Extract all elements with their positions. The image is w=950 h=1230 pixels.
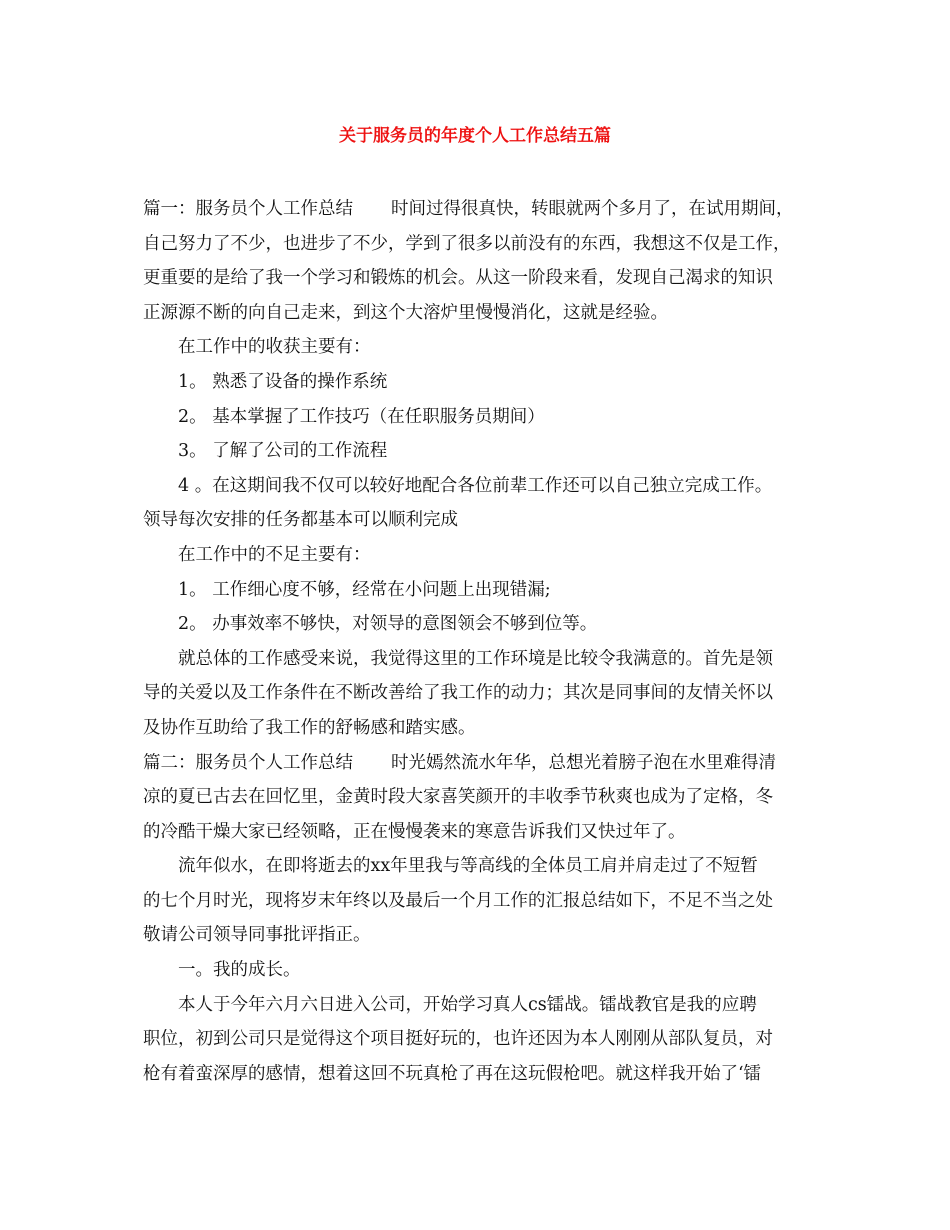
text-line: 枪有着蛮深厚的感情，想着这回不玩真枪了再在这玩假枪吧。就这样我开始了‘镭 [143, 1063, 762, 1084]
list-item: 2。 办事效率不够快，对领导的意图领会不够到位等。 [178, 614, 598, 635]
text-line [143, 746, 818, 781]
list-item: 4 。在这期间我不仅可以较好地配合各位前辈工作还可以自己独立完成工作。 [178, 475, 773, 496]
list-item: 3。 了解了公司的工作流程 [178, 441, 388, 462]
text-line: 敬请公司领导同事批评指正。 [143, 925, 371, 946]
text-line: 及协作互助给了我工作的舒畅感和踏实感。 [143, 717, 476, 738]
document-body [143, 192, 818, 1091]
text-line [143, 192, 818, 227]
text-line: 正源源不断的向自己走来，到这个大溶炉里慢慢消化，这就是经验。 [143, 302, 668, 323]
text-line: 就总体的工作感受来说，我觉得这里的工作环境是比较令我满意的。首先是领 [178, 648, 773, 669]
text-line: 本人于今年六月六日进入公司，开始学习真人cs镭战。镭战教官是我的应聘 [178, 994, 757, 1015]
text-line: 职位，初到公司只是觉得这个项目挺好玩的，也许还因为本人刚刚从部队复员，对 [143, 1029, 773, 1050]
text-line: 领导每次安排的任务都基本可以顺利完成 [143, 510, 458, 531]
document-title: 关于服务员的年度个人工作总结五篇 [339, 126, 611, 146]
text-line: 流年似水，在即将逝去的xx年里我与等高线的全体员工肩并肩走过了不短暂 [178, 856, 758, 877]
list-item: 1。 熟悉了设备的操作系统 [178, 371, 388, 392]
paragraph-text: 时间过得很真快，转眼就两个多月了，在试用期间， [391, 199, 794, 219]
text-line: 凉的夏已古去在回忆里，金黄时段大家喜笑颜开的丰收季节秋爽也成为了定格，冬 [143, 787, 773, 808]
text-line: 的七个月时光，现将岁末年终以及最后一个月工作的汇报总结如下，不足不当之处 [143, 890, 773, 911]
paragraph-text: 时光嫣然流水年华，总想光着膀子泡在水里难得清 [391, 752, 776, 773]
section-heading: 篇二：服务员个人工作总结 [143, 752, 353, 773]
text-line: 在工作中的收获主要有： [178, 337, 371, 358]
text-line: 导的关爱以及工作条件在不断改善给了我工作的动力；其次是同事间的友情关怀以 [143, 683, 773, 704]
text-line: 一。我的成长。 [178, 960, 301, 981]
text-line: 在工作中的不足主要有： [178, 544, 371, 565]
text-line: 自己努力了不少，也进步了不少，学到了很多以前没有的东西，我想这不仅是工作， [143, 233, 791, 254]
list-item: 2。 基本掌握了工作技巧（在任职服务员期间） [178, 406, 545, 427]
text-line: 的冷酷干燥大家已经领略，正在慢慢袭来的寒意告诉我们又快过年了。 [143, 821, 686, 842]
list-item: 1。 工作细心度不够，经常在小问题上出现错漏; [178, 579, 551, 600]
text-line: 更重要的是给了我一个学习和锻炼的机会。从这一阶段来看，发现自己渴求的知识 [143, 268, 773, 289]
section-heading: 篇一：服务员个人工作总结 [143, 199, 353, 219]
